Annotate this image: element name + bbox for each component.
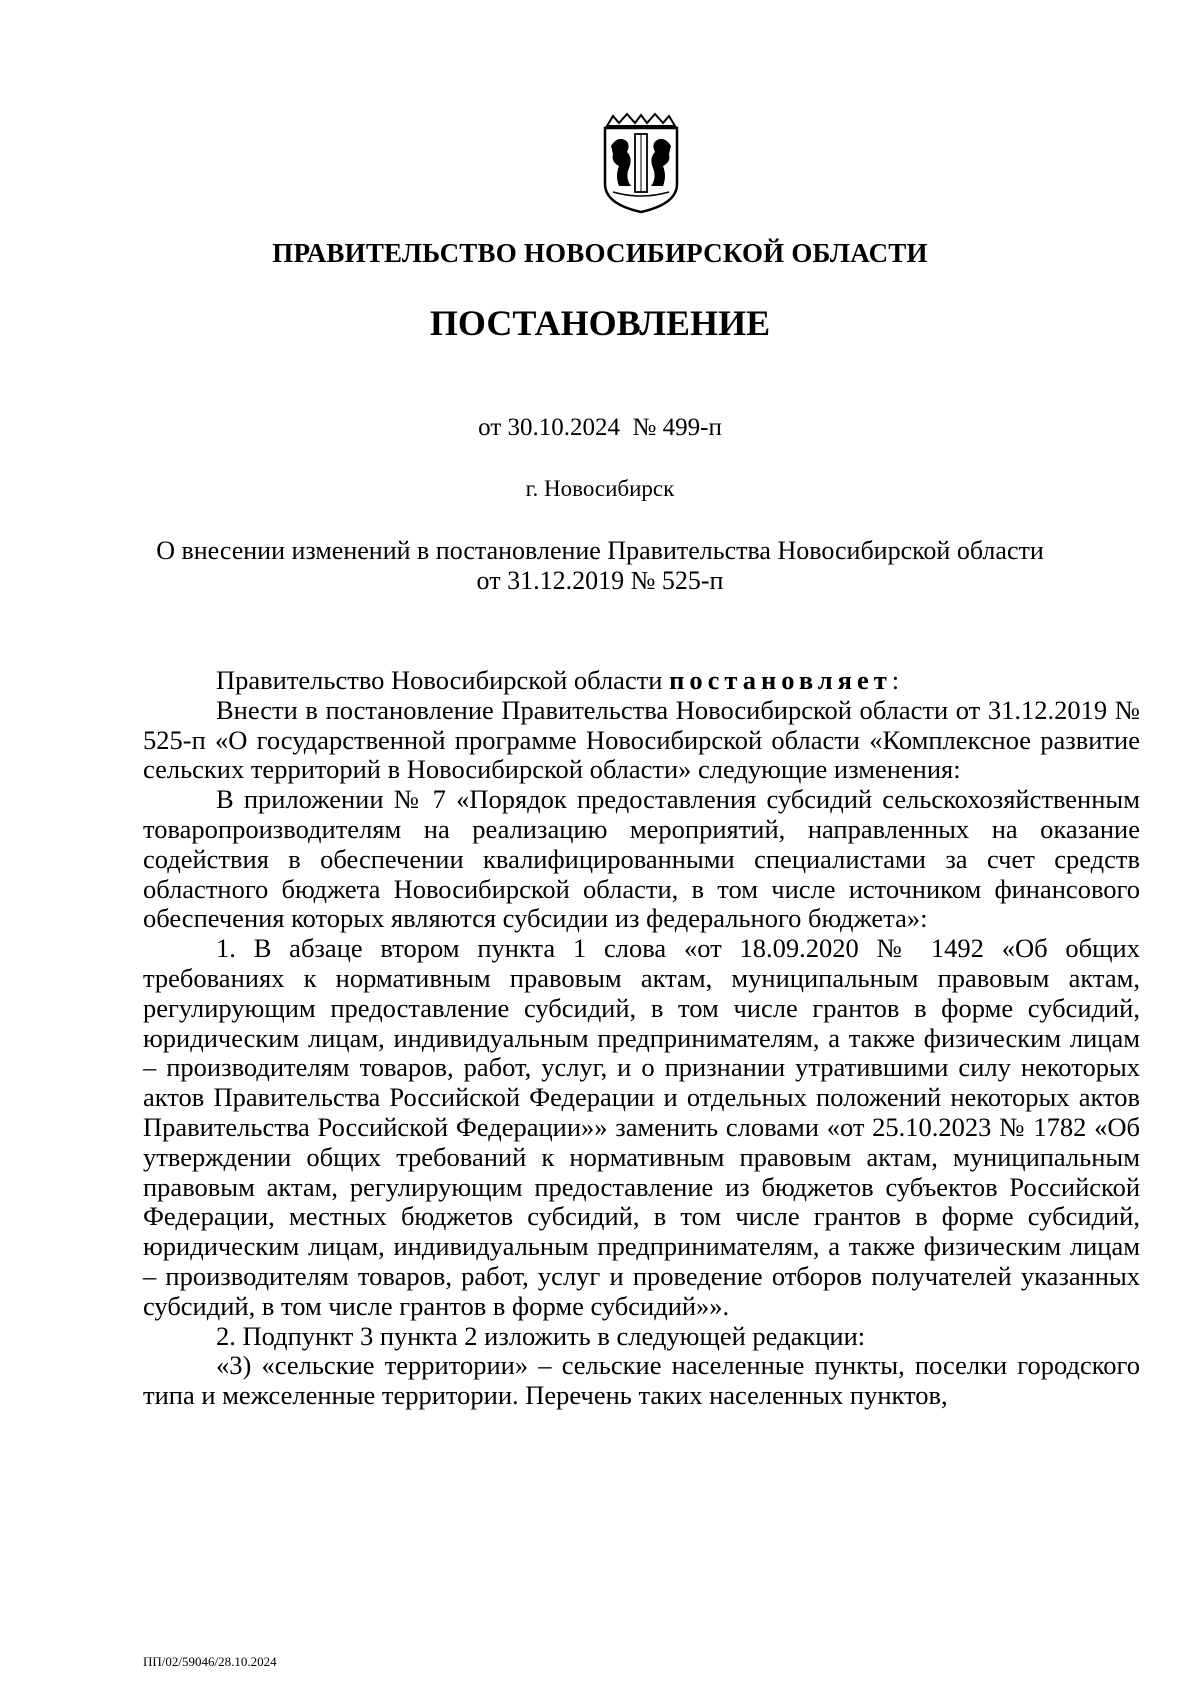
paragraph-amend: Внести в постановление Правительства Новосибирской области от 31.12.2019 № 525-п «О государственной программе Новосибирской области «Комплексное развитие сельских территорий в Новосибирской области» следующие изменения: [143,694,1140,785]
date-number: от 30.10.2024 № 499-п [478,414,722,441]
paragraph-item-1: 1. В абзаце втором пункта 1 слова «от 18.09.2020 № 1492 «Об общих требованиях к нормативным правовым актам, муниципальным правовым актам, регулирующим предоставление субсидий, в том числе грантов в форме субсидий, юридическим лицам, индивидуальным предпринимателям, а также физическим лицам – производителям товаров, работ, услуг, и о признании утратившими силу некоторых актов Правительства Российской Федерации и отдельных положений некоторых актов Правительства Российской Федерации»» заменить словами «от 25.10.2023 № 1782 «Об утверждении общих требований к нормативным правовым актам, муниципальным правовым актам, регулирующим предоставление из бюджетов субъектов Российской Федерации, местных бюджетов субсидий, в том числе грантов в форме субсидий, юридическим лицам, индивидуальным предпринимателям, а также физическим лицам – производителям товаров, работ, услуг и проведение отборов получателей указанных субсидий, в том числе грантов в форме субсидий»». [143,933,1140,1321]
city: г. Новосибирск [525,476,675,501]
paragraph-item-2: 2. Подпункт 3 пункта 2 изложить в следующей редакции: [216,1320,866,1351]
document-type: ПОСТАНОВЛЕНИЕ [429,303,771,343]
document-body [143,666,1140,1411]
subject-line-2: от 31.12.2019 № 525-п [476,566,724,595]
resolution-intro [143,666,1140,696]
document-code: ПП/02/59046/28.10.2024 [143,1654,277,1669]
resolves-word: постановляет [669,665,892,695]
paragraph-subitem-3: «3) «сельские территории» – сельские населенные пункты, поселки городского типа и межселенные территории. Перечень таких населенных пунктов, [143,1350,1140,1411]
intro-colon: : [891,665,900,695]
paragraph-appendix: В приложении № 7 «Порядок предоставления субсидий сельскохозяйственным товаропроизводителям на реализацию мероприятий, направленных на оказание содействия в обеспечении квалифицированными специалистами за счет средств областного бюджета Новосибирской области, в том числе источником финансового обеспечения которых являются субсидии из федерального бюджета»: [143,784,1140,934]
subject-line-1: О внесении изменений в постановление Правительства Новосибирской области [156,536,1044,565]
organization-title: ПРАВИТЕЛЬСТВО НОВОСИБИРСКОЙ ОБЛАСТИ [272,238,928,268]
novosibirsk-coat-of-arms-icon [597,112,685,214]
intro-text: Правительство Новосибирской области [216,665,670,695]
document-subject [0,536,1200,596]
